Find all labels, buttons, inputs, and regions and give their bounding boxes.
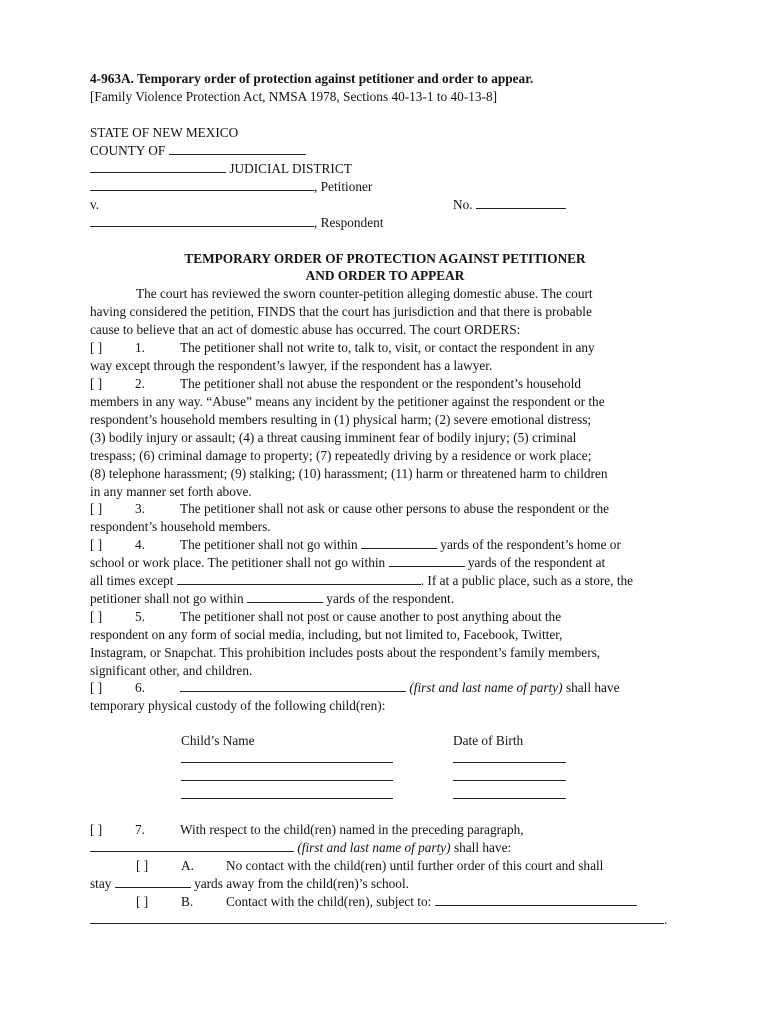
statute-reference: [Family Violence Protection Act, NMSA 1978, Sections 40-13-1 to 40-13-8] (90, 89, 498, 104)
respondent-distance-blank[interactable] (389, 554, 465, 567)
intro-line: The court has reviewed the sworn counter-petition alleging domestic abuse. The court (136, 286, 593, 301)
petitioner-blank[interactable] (90, 178, 314, 191)
paragraph-4-checkbox[interactable]: [ ] (90, 537, 103, 552)
respondent-label: , Respondent (314, 215, 384, 230)
dob-blank[interactable] (453, 786, 566, 799)
paragraph-2-line: trespass; (6) criminal damage to property; (7) repeatedly driving by a residence or work place; (90, 448, 592, 463)
paragraph-4-line: petitioner shall not go within yards of the respondent. (90, 591, 455, 606)
county-label: COUNTY OF (90, 143, 166, 158)
dob-blank-row (453, 786, 566, 803)
district-blank[interactable] (90, 160, 226, 173)
paragraph-7-line: (first and last name of party) shall have: (90, 839, 511, 856)
name-hint: (first and last name of party) (297, 840, 451, 855)
form-title: 4-963A. Temporary order of protection against petitioner and order to appear. (90, 71, 534, 86)
petitioner-line (90, 178, 372, 195)
option-b-line: [ ] B. Contact with the child(ren), subject to: (136, 893, 637, 910)
custodian-name-blank[interactable] (180, 679, 406, 692)
paragraph-1-number: 1. (135, 340, 145, 355)
dob-blank-row (453, 750, 566, 767)
contact-conditions-continued-blank[interactable] (90, 911, 664, 924)
paragraph-3-line: [ ] 3. The petitioner shall not ask or cause other persons to abuse the respondent or the (90, 501, 610, 516)
paragraph-1-checkbox[interactable]: [ ] (90, 340, 103, 355)
paragraph-4-line: all times except . If at a public place, such as a store, the (90, 573, 634, 588)
child-name-blank[interactable] (181, 750, 393, 763)
case-number-line (453, 196, 566, 213)
paragraph-5-number: 5. (135, 609, 145, 624)
child-name-blank-row (181, 768, 393, 785)
paragraph-2-checkbox[interactable]: [ ] (90, 376, 103, 391)
party-name-blank[interactable] (90, 839, 294, 852)
paragraph-5-line: respondent on any form of social media, including, but not limited to, Facebook, Twitter, (90, 627, 563, 642)
option-b-checkbox[interactable]: [ ] (136, 894, 149, 909)
dob-blank-row (453, 768, 566, 785)
paragraph-3-line: respondent’s household members. (90, 519, 271, 534)
paragraph-6-line: temporary physical custody of the following child(ren): (90, 698, 386, 713)
contact-conditions-blank[interactable] (435, 893, 637, 906)
paragraph-2-line: members in any way. “Abuse” means any incident by the petitioner against the respondent or the (90, 394, 605, 409)
home-distance-blank[interactable] (361, 536, 437, 549)
option-a-line: [ ] A. No contact with the child(ren) until further order of this court and shall (136, 858, 604, 873)
public-place-distance-blank[interactable] (247, 590, 323, 603)
district-line (90, 160, 352, 177)
option-b-line: . (90, 911, 667, 928)
paragraph-5-line: Instagram, or Snapchat. This prohibition includes posts about the respondent’s family members, (90, 645, 601, 660)
date-of-birth-header: Date of Birth (453, 733, 524, 748)
paragraph-3-checkbox[interactable]: [ ] (90, 501, 103, 516)
dob-blank[interactable] (453, 768, 566, 781)
versus-label: v. (90, 197, 100, 212)
state-label: STATE OF NEW MEXICO (90, 125, 239, 140)
paragraph-5-line: significant other, and children. (90, 663, 253, 678)
order-title-line2: AND ORDER TO APPEAR (305, 268, 465, 283)
option-b-label: B. (181, 894, 194, 909)
paragraph-6-checkbox[interactable]: [ ] (90, 680, 103, 695)
child-name-header: Child’s Name (181, 733, 255, 748)
paragraph-6-line: [ ] 6. (first and last name of party) shall have (90, 680, 620, 695)
order-title-line1: TEMPORARY ORDER OF PROTECTION AGAINST PETITIONER (184, 251, 586, 266)
district-label: JUDICIAL DISTRICT (229, 161, 352, 176)
paragraph-7-number: 7. (135, 822, 145, 837)
respondent-line (90, 214, 383, 231)
option-a-line: stay yards away from the child(ren)’s school. (90, 876, 409, 891)
paragraph-5-checkbox[interactable]: [ ] (90, 609, 103, 624)
case-number-label: No. (453, 197, 473, 212)
paragraph-2-line: respondent’s household members resulting in (1) physical harm; (2) severe emotional distress; (90, 412, 592, 427)
paragraph-7-line: [ ] 7. With respect to the child(ren) named in the preceding paragraph, (90, 822, 524, 837)
school-distance-blank[interactable] (115, 875, 191, 888)
paragraph-4-line: [ ] 4. The petitioner shall not go within yards of the respondent’s home or (90, 537, 621, 552)
exception-blank[interactable] (177, 572, 421, 585)
respondent-blank[interactable] (90, 214, 314, 227)
paragraph-1-line: [ ] 1. The petitioner shall not write to, talk to, visit, or contact the respondent in any (90, 340, 595, 355)
child-name-blank[interactable] (181, 768, 393, 781)
option-a-checkbox[interactable]: [ ] (136, 858, 149, 873)
paragraph-2-number: 2. (135, 376, 145, 391)
county-blank[interactable] (169, 142, 306, 155)
paragraph-2-line: (8) telephone harassment; (9) stalking; (10) harassment; (11) harm or threatened harm to children (90, 466, 608, 481)
petitioner-label: , Petitioner (314, 179, 373, 194)
paragraph-1-line: way except through the respondent’s lawyer, if the respondent has a lawyer. (90, 358, 493, 373)
paragraph-2-line: [ ] 2. The petitioner shall not abuse the respondent or the respondent’s household (90, 376, 582, 391)
paragraph-2-line: in any manner set forth above. (90, 484, 252, 499)
paragraph-6-number: 6. (135, 680, 145, 695)
child-name-blank[interactable] (181, 786, 393, 799)
paragraph-3-number: 3. (135, 501, 145, 516)
case-number-blank[interactable] (476, 196, 566, 209)
paragraph-7-checkbox[interactable]: [ ] (90, 822, 103, 837)
dob-blank[interactable] (453, 750, 566, 763)
county-line (90, 142, 306, 159)
paragraph-5-line: [ ] 5. The petitioner shall not post or cause another to post anything about the (90, 609, 562, 624)
child-name-blank-row (181, 750, 393, 767)
intro-line: cause to believe that an act of domestic abuse has occurred. The court ORDERS: (90, 322, 521, 337)
option-a-label: A. (181, 858, 194, 873)
intro-line: having considered the petition, FINDS that the court has jurisdiction and that there is probable (90, 304, 592, 319)
name-hint: (first and last name of party) (409, 680, 563, 695)
paragraph-4-number: 4. (135, 537, 145, 552)
paragraph-4-line: school or work place. The petitioner shall not go within yards of the respondent at (90, 555, 606, 570)
paragraph-2-line: (3) bodily injury or assault; (4) a threat causing imminent fear of bodily injury; (5) criminal (90, 430, 577, 445)
child-name-blank-row (181, 786, 393, 803)
